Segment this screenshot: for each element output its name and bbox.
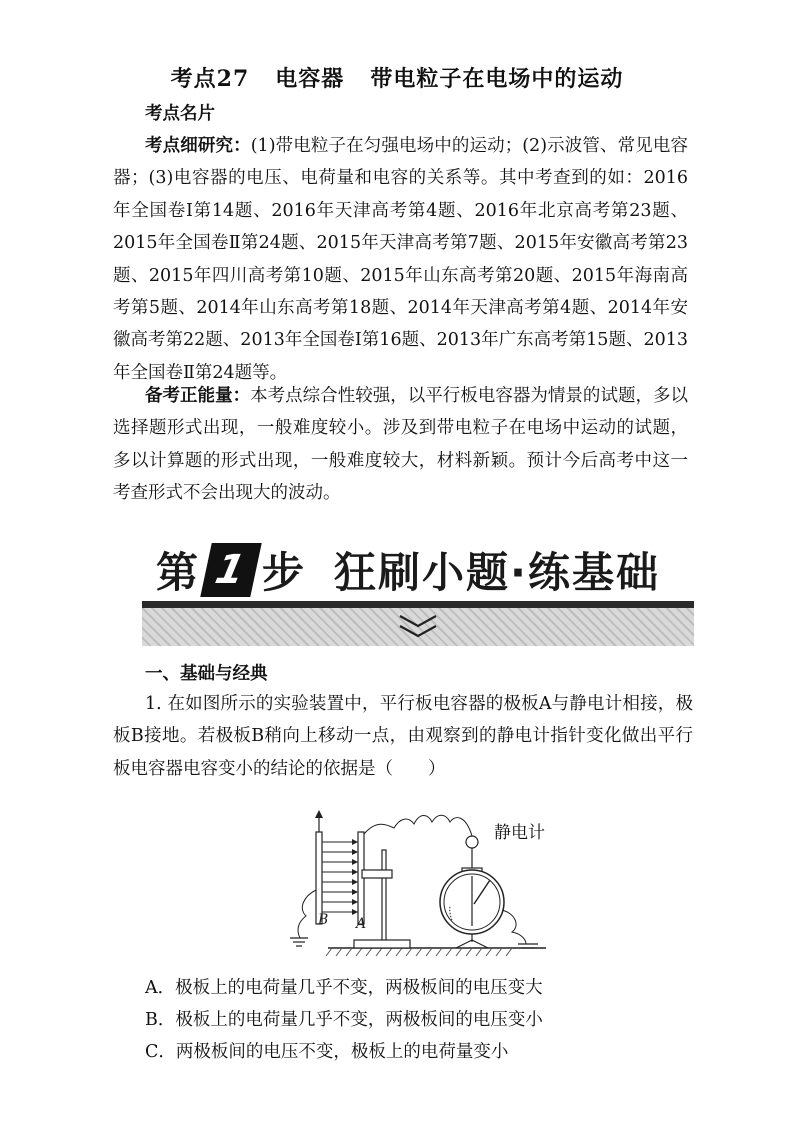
- plate-b-label: B: [318, 912, 329, 928]
- page-title: [0, 62, 794, 93]
- prep-text: 本考点综合性较强，以平行板电容器为情景的试题，多以选择题形式出现，一般难度较小。涉及到带电粒子在电场中运动的试题，多以计算题的形式出现，一般难度较大，材料新颖。预计今后高考中这一考查形式不会出现大的波动。: [113, 386, 689, 504]
- banner-pre: 第: [156, 548, 201, 597]
- banner-title: 狂刷小题·练基础: [334, 548, 660, 597]
- option-b: B．极板上的电荷量几乎不变，两极板间的电压变小: [145, 1010, 543, 1030]
- subtitle: 考点名片: [145, 104, 215, 124]
- topic-name-1: 电容器: [275, 66, 345, 92]
- option-a: A．极板上的电荷量几乎不变，两极板间的电压变大: [145, 978, 543, 998]
- banner-post: 步: [262, 548, 307, 597]
- question-1: 1. 在如图所示的实验装置中，平行板电容器的极板A与静电计相接，极板B接地。若极板B稍向上移动一点，由观察到的静电计指针变化做出平行板电容器电容变小的结论的依据是（ ）: [113, 694, 693, 779]
- option-c: C．两极板间的电压不变，极板上的电荷量变小: [145, 1042, 509, 1062]
- double-chevron-down-icon: [396, 612, 440, 642]
- banner-heading: [156, 538, 660, 602]
- banner-rule: [142, 601, 694, 608]
- prep-label: 备考正能量：: [145, 386, 251, 406]
- research-paragraph: [113, 130, 688, 389]
- topic-number: 考点27: [170, 66, 250, 92]
- electrometer-label: 静电计: [494, 823, 545, 843]
- prep-paragraph: [113, 380, 688, 510]
- section-heading: 一、基础与经典: [145, 664, 268, 684]
- research-text: (1)带电粒子在匀强电场中的运动；(2)示波管、常见电容器；(3)电容器的电压、电荷量和电容的关系等。其中考查到的如：2016年全国卷Ⅰ第14题、2016年天津高考第4题、2016年北京高考第23题、2015年全国卷Ⅱ第24题、2015年天津高考第7题、2015年安徽高考第23题、2015年四川高考第10题、2015年山东高考第20题、2015年海南高考第5题、2014年山东高考第18题、2014年天津高考第4题、2014年安徽高考第22题、2013年全国卷Ⅰ第16题、2013年广东高考第15题、2013年全国卷Ⅱ第24题等。: [113, 136, 688, 383]
- banner-step-number: 1: [200, 543, 261, 597]
- topic-name-2: 带电粒子在电场中的运动: [370, 66, 624, 92]
- step-banner: [142, 538, 694, 650]
- research-label: 考点细研究：: [145, 136, 251, 156]
- plate-a-label: A: [356, 916, 367, 932]
